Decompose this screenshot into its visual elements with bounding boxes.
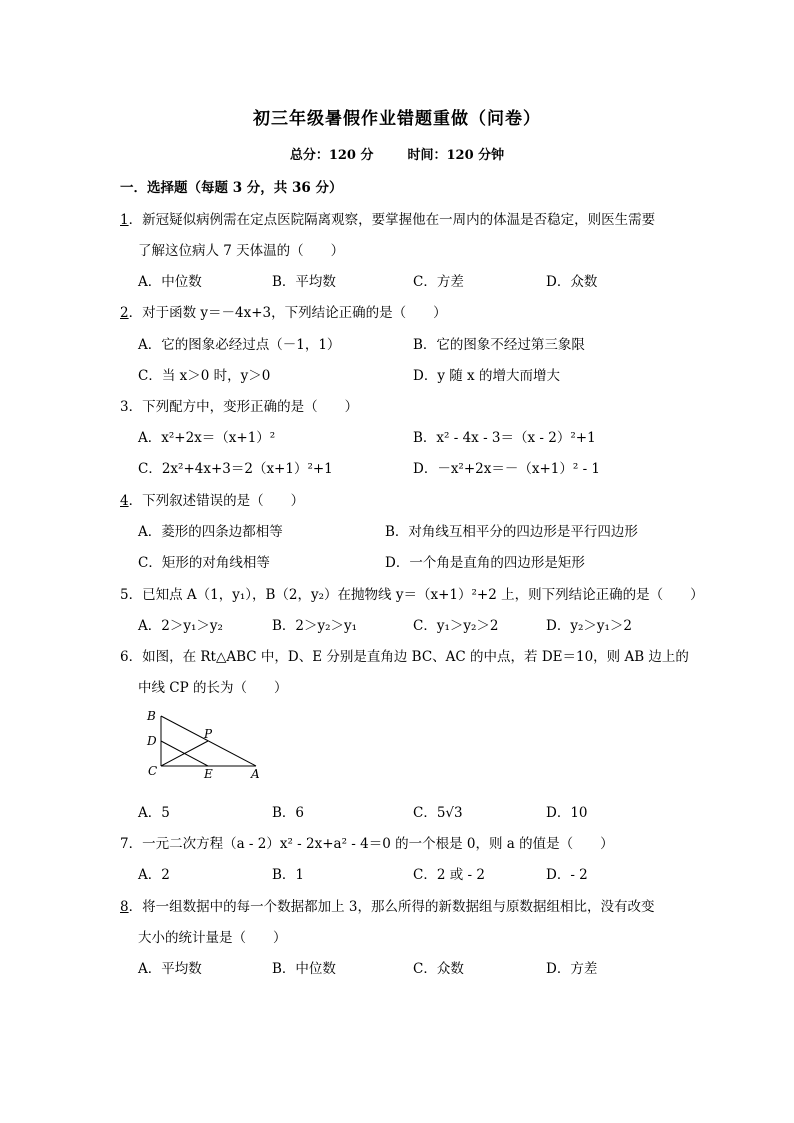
question-1 [120, 208, 655, 228]
option-c: C．5√3 [413, 805, 463, 821]
option-c: C．当 x＞0 时，y＞0 [138, 368, 271, 384]
option-c: C．矩形的对角线相等 [138, 555, 270, 571]
label-p: P [204, 727, 213, 741]
option-b: B．6 [272, 805, 305, 821]
label-a: A [251, 767, 260, 781]
option-d: D．方差 [546, 961, 598, 977]
question-6: 6．如图，在 Rt△ABC 中，D、E 分别是直角边 BC、AC 的中点，若 DE＝10，则 AB 边上的 [120, 649, 689, 665]
option-a: A．2＞y₁＞y₂ [138, 618, 223, 634]
option-c: C．众数 [413, 961, 464, 977]
option-b: B．2＞y₂＞y₁ [272, 618, 358, 634]
option-b: B．平均数 [272, 274, 336, 290]
question-number: 2 [120, 305, 129, 321]
option-d: D．y 随 x 的增大而增大 [413, 368, 560, 384]
page-title: 初三年级暑假作业错题重做（问卷） [253, 109, 541, 129]
question-5: 5．已知点 A（1，y₁），B（2，y₂）在抛物线 y＝（x+1）²+2 上，则下列结论正确的是（ ） [120, 587, 704, 603]
option-b: B．x² - 4x - 3＝（x - 2）²+1 [413, 430, 596, 446]
option-b: B．它的图象不经过第三象限 [413, 337, 585, 353]
label-c: C [148, 764, 158, 778]
question-8-cont: 大小的统计量是（ ） [138, 930, 287, 946]
option-d: D．- 2 [546, 867, 588, 883]
section-heading: 一．选择题（每题 3 分，共 36 分） [120, 180, 343, 196]
option-a: A．平均数 [138, 961, 202, 977]
label-b: B [147, 709, 156, 723]
question-8 [120, 895, 654, 915]
label-e: E [204, 767, 213, 781]
option-c: C．2 或 - 2 [413, 867, 485, 883]
question-number: 1 [120, 212, 129, 228]
question-6-cont: 中线 CP 的长为（ ） [138, 680, 288, 696]
total-score: 总分：120 分 [289, 148, 374, 163]
question-text: ．新冠疑似病例需在定点医院隔离观察，要掌握他在一周内的体温是否稳定，则医生需要 [128, 212, 656, 228]
triangle-figure [140, 706, 270, 782]
option-b: B．1 [272, 867, 305, 883]
exam-time: 时间：120 分钟 [407, 148, 505, 163]
option-a: A．2 [138, 867, 170, 883]
exam-info [0, 144, 794, 163]
option-c: C．2x²+4x+3＝2（x+1）²+1 [138, 461, 333, 477]
question-number: 4 [120, 493, 129, 509]
question-7: 7．一元二次方程（a - 2）x² - 2x+a² - 4＝0 的一个根是 0，则 a 的值是（ ） [120, 836, 614, 852]
option-b: B．对角线互相平分的四边形是平行四边形 [385, 524, 638, 540]
option-d: D．一个角是直角的四边形是矩形 [385, 555, 585, 571]
question-text: ．下列叙述错误的是（ ） [128, 493, 305, 509]
option-d: D．10 [546, 805, 588, 821]
question-1-cont: 了解这位病人 7 天体温的（ ） [138, 243, 345, 259]
question-text: ．对于函数 y＝－4x+3，下列结论正确的是（ ） [128, 305, 447, 321]
option-d: D．众数 [546, 274, 598, 290]
option-a: A．5 [138, 805, 170, 821]
option-a: A．x²+2x＝（x+1）² [138, 430, 276, 446]
question-number: 8 [120, 899, 129, 915]
option-d: D．－x²+2x＝－（x+1）² - 1 [413, 461, 601, 477]
option-c: C．y₁＞y₂＞2 [413, 618, 499, 634]
option-a: A．菱形的四条边都相等 [138, 524, 283, 540]
option-b: B．中位数 [272, 961, 336, 977]
option-c: C．方差 [413, 274, 464, 290]
option-a: A．中位数 [138, 274, 202, 290]
option-d: D．y₂＞y₁＞2 [546, 618, 632, 634]
question-3: 3．下列配方中，变形正确的是（ ） [120, 399, 359, 415]
question-text: ．将一组数据中的每一个数据都加上 3，那么所得的新数据组与原数据组相比，没有改变 [128, 899, 655, 915]
question-4 [120, 489, 304, 509]
option-a: A．它的图象必经过点（－1，1） [138, 337, 341, 353]
label-d: D [147, 734, 157, 748]
question-2 [120, 301, 447, 321]
